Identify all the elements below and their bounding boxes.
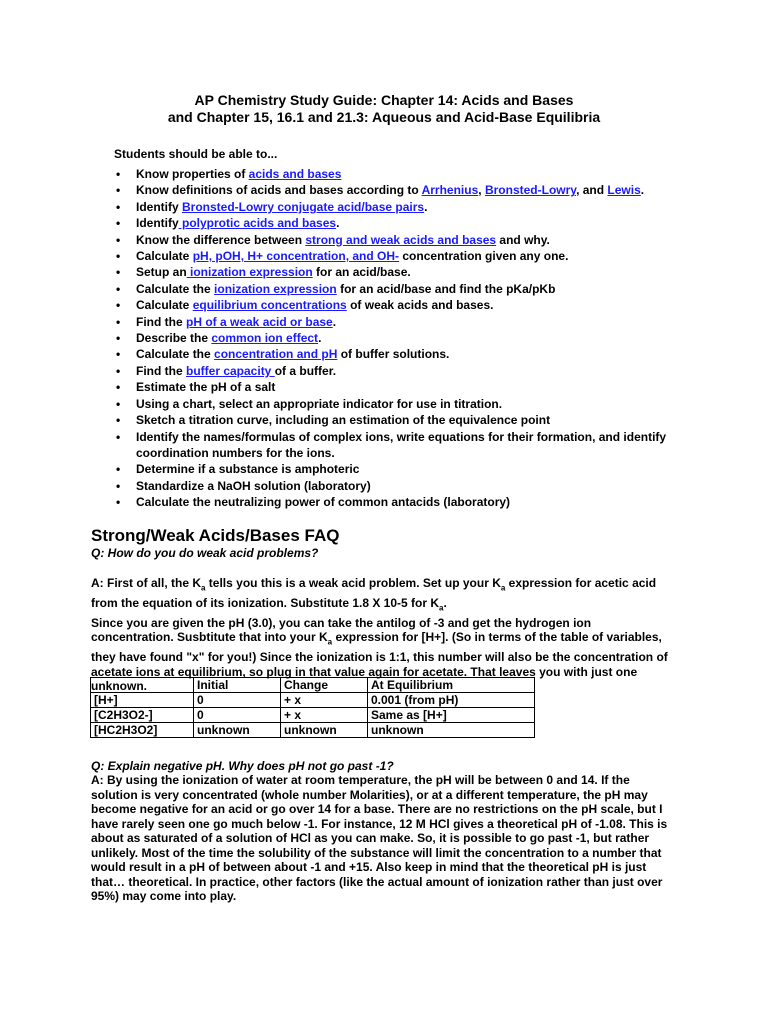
objective-text: of a buffer. <box>274 363 337 378</box>
objective-item <box>114 461 674 477</box>
table-cell: At Equilibrium <box>368 678 535 693</box>
objectives-list <box>114 166 674 511</box>
table-cell: + x <box>281 693 368 708</box>
objective-link[interactable]: ionization expression <box>214 281 337 296</box>
page-title: AP Chemistry Study Guide: Chapter 14: Acids and Bases <box>194 92 574 108</box>
table-cell: [HC2H3O2] <box>91 723 194 738</box>
faq-question-1: Q: How do you do weak acid problems? <box>91 546 319 560</box>
table-cell: 0 <box>194 693 281 708</box>
table-cell: Change <box>281 678 368 693</box>
objective-link[interactable]: pH, pOH, H+ concentration, and OH- <box>192 249 400 264</box>
table-cell: 0.001 (from pH) <box>368 693 535 708</box>
objective-item <box>114 166 674 182</box>
table-cell: 0 <box>194 708 281 723</box>
objective-text: Identify <box>136 199 183 214</box>
objective-item <box>114 182 674 198</box>
table-cell: unknown <box>194 723 281 738</box>
table-row <box>91 708 535 723</box>
objective-item <box>114 478 674 494</box>
table-row <box>91 723 535 738</box>
objective-item <box>114 396 674 412</box>
objective-text: Sketch a titration curve, including an estimation of the equivalence point <box>136 413 551 428</box>
answer-text: A: First of all, the K <box>91 576 202 590</box>
objective-item <box>114 264 674 280</box>
table-cell: [H+] <box>91 693 194 708</box>
subscript: a <box>500 583 506 593</box>
table-cell: [C2H3O2-] <box>91 708 194 723</box>
objectives-intro: Students should be able to... <box>114 147 278 161</box>
objective-text: Know definitions of acids and bases according to <box>136 183 422 198</box>
objective-item <box>114 199 674 215</box>
objective-text: concentration given any one. <box>399 249 569 264</box>
table-cell <box>91 678 194 693</box>
objective-item <box>114 248 674 264</box>
objective-link[interactable]: polyprotic acids and bases <box>178 216 337 231</box>
objective-link[interactable]: concentration and pH <box>214 347 338 362</box>
answer-text: . <box>443 595 447 610</box>
objective-item <box>114 232 674 248</box>
objective-text: and why. <box>496 232 550 247</box>
objective-link[interactable]: acids and bases <box>248 167 342 181</box>
objective-text: . <box>640 183 645 198</box>
objective-text: . <box>424 199 428 214</box>
answer-text: Since you are given the pH (3.0), you can take the antilog of -3 and get the hydrogen ion concentration. Susbtitute that into your K <box>91 615 592 645</box>
objective-text: of weak acids and bases. <box>346 298 494 313</box>
objective-item <box>114 363 674 379</box>
objective-text: . <box>336 216 340 231</box>
objective-text: , and <box>576 183 608 198</box>
subscript: a <box>439 603 444 613</box>
objective-item <box>114 379 674 395</box>
objective-link[interactable]: strong and weak acids and bases <box>305 232 497 247</box>
objective-link[interactable]: buffer capacity <box>186 363 275 378</box>
table-row <box>91 678 535 693</box>
objective-text: Calculate the <box>136 281 215 296</box>
objective-link[interactable]: Lewis <box>607 183 641 198</box>
objective-link[interactable]: equilibrium concentrations <box>192 298 347 313</box>
objective-link[interactable]: ionization expression <box>186 265 313 280</box>
table-cell: + x <box>281 708 368 723</box>
ice-table <box>90 677 535 738</box>
objective-text: Identify the names/formulas of complex ions, write equations for their formation, and identify coordination numbers for the ions. <box>136 429 667 460</box>
table-cell: unknown <box>368 723 535 738</box>
objective-link[interactable]: Bronsted-Lowry <box>484 183 577 198</box>
objective-text: Identify <box>136 216 179 231</box>
page-subtitle: and Chapter 15, 16.1 and 21.3: Aqueous and Acid-Base Equilibria <box>167 109 601 125</box>
objective-link[interactable]: Arrhenius <box>421 183 479 198</box>
objective-text: Estimate the pH of a salt <box>136 380 276 395</box>
answer-text: expression for acetic acid from the equation of its ionization. Substitute 1.8 X 10-5 for K <box>91 576 657 610</box>
objective-link[interactable]: common ion effect <box>211 331 319 346</box>
objective-text: Setup an <box>136 265 187 280</box>
objective-item <box>114 330 674 346</box>
objective-text: of buffer solutions. <box>337 347 450 362</box>
answer-text: expression for [H+]. (So in terms of the table of variables, they have found "x" for you!) Since the ionization is 1:1, this number will also be the concentration of acetate ions at equilibrium, so plug in that value again for acetate. That leaves you with just one unknown. <box>91 630 668 694</box>
objective-text: for an acid/base. <box>312 265 411 280</box>
objective-item <box>114 314 674 330</box>
objective-text: Using a chart, select an appropriate indicator for use in titration. <box>136 396 503 411</box>
objective-item <box>114 297 674 313</box>
objective-item <box>114 412 674 428</box>
answer-text: tells you this is a weak acid problem. Set up your K <box>205 576 501 590</box>
objective-text: Calculate the <box>136 347 215 362</box>
table-row <box>91 693 535 708</box>
table-cell: Initial <box>194 678 281 693</box>
objective-text: Calculate <box>136 249 193 264</box>
objective-text: Calculate <box>136 298 193 313</box>
objective-text: Know the difference between <box>136 232 306 247</box>
objective-text: Standardize a NaOH solution (laboratory) <box>136 478 371 493</box>
objective-link[interactable]: pH of a weak acid or base <box>186 314 333 329</box>
faq-question-2: Q: Explain negative pH. Why does pH not go past -1? <box>91 759 394 773</box>
objective-text: Determine if a substance is amphoteric <box>136 462 360 477</box>
objective-link[interactable]: Bronsted-Lowry conjugate acid/base pairs <box>182 199 425 214</box>
objective-text: for an acid/base and find the pKa/pKb <box>336 281 556 296</box>
objective-item <box>114 215 674 231</box>
objective-text: Describe the <box>136 331 212 346</box>
faq-answer-2: A: By using the ionization of water at room temperature, the pH will be between 0 and 14. If the solution is very concentrated (whole number Molarities), or at a different temperature, the pH may become negative for an acid or go over 14 for a base. There are no restrictions on the pH scale, but I have rarely seen one go much below -1. For instance, 12 M HCl gives a theoretical pH of -1.08. This is about as saturated of a solution of HCl as you can make. So, it is possible to go past -1, but rather unlikely. Most of the time the solubility of the substance will limit the concentration to a number that would result in a pH of between about -1 and +15. Also keep in mind that the theoretical pH is just that… theoretical. In practice, other factors (like the actual amount of ionization rather than just over 95%) may come into play. <box>91 773 668 903</box>
objective-text: Find the <box>136 363 186 378</box>
objective-item <box>114 494 674 510</box>
table-cell: unknown <box>281 723 368 738</box>
faq-heading: Strong/Weak Acids/Bases FAQ <box>91 526 340 545</box>
table-cell: Same as [H+] <box>368 708 535 723</box>
objective-text: Know properties of <box>136 167 249 181</box>
objective-item <box>114 281 674 297</box>
objective-item <box>114 429 674 462</box>
subscript: a <box>327 637 333 647</box>
objective-item <box>114 346 674 362</box>
objective-text: , <box>478 183 485 198</box>
subscript: a <box>201 583 206 593</box>
objective-text: Calculate the neutralizing power of common antacids (laboratory) <box>136 495 511 510</box>
objective-text: . <box>332 314 337 329</box>
objective-text: . <box>318 331 322 346</box>
objective-text: Find the <box>136 314 186 329</box>
